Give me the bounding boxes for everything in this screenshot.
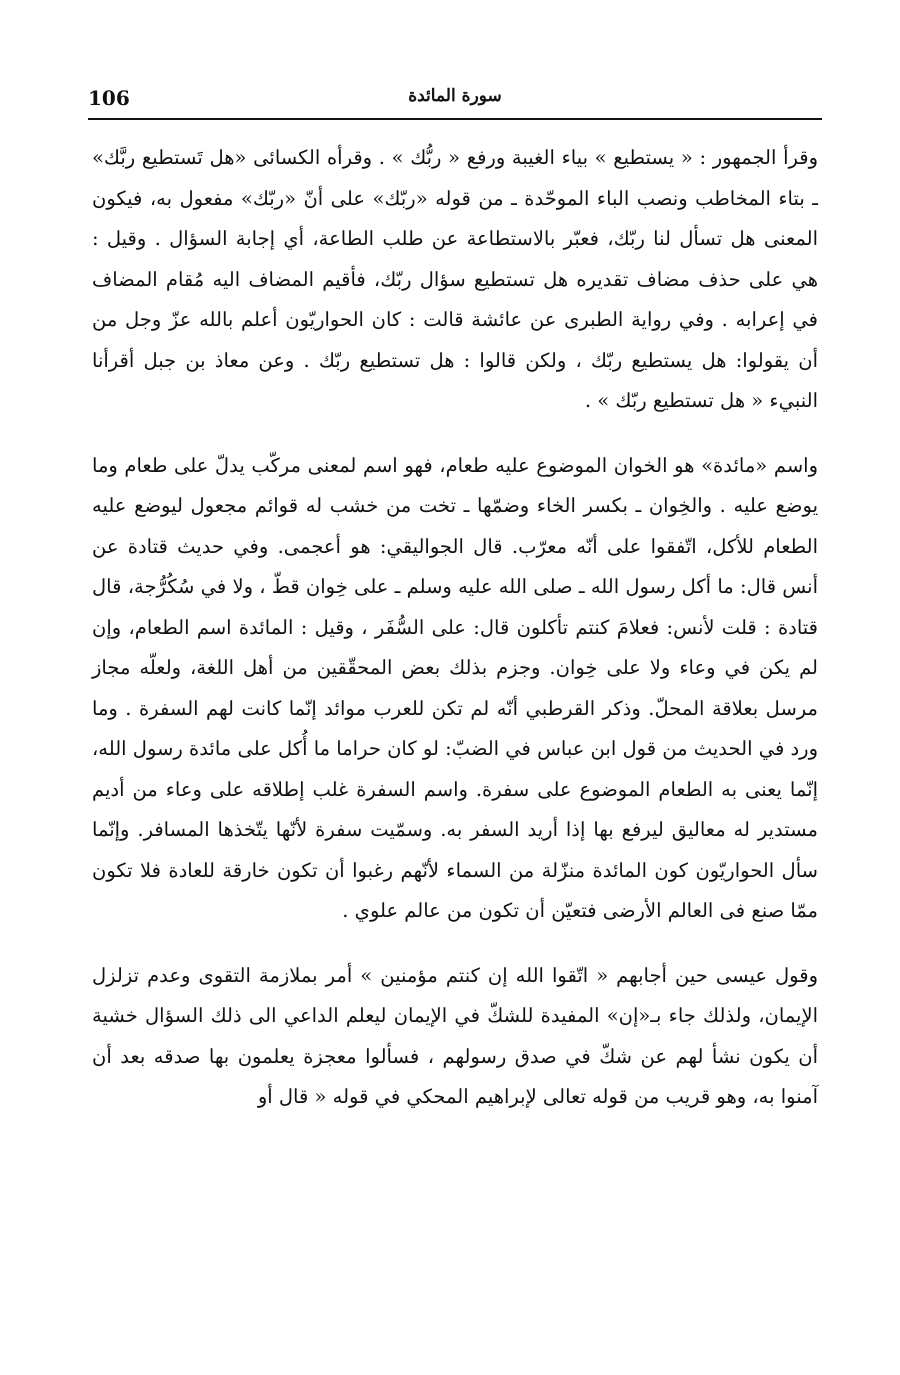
page-header [88,82,822,122]
body-text [92,138,818,1118]
header-rule [88,118,822,120]
running-title: سورة المائدة [408,86,502,106]
paragraph-reading-variants: وقرأ الجمهور : « يستطيع » بياء الغيبة ورفع « ربُّك » . وقرأه الكسائى «هل تَستطيع ربَّك» ـ بتاء المخاطب ونصب الباء الموحّدة ـ من قوله «ربّك» على أنّ «ربّك» مفعول به، فيكون المعنى هل تسأل لنا ربّك، فعبّر بالاستطاعة عن طلب الطاعة، أي إجابة السؤال . وقيل : هي على حذف مضاف تقديره هل تستطيع سؤال ربّك، فأقيم المضاف اليه مُقام المضاف في إعرابه . وفي رواية الطبرى عن عائشة قالت : كان الحواريّون أعلم بالله عزّ وجل من أن يقولوا: هل يستطيع ربّك ، ولكن قالوا : هل تستطيع ربّك . وعن معاذ بن جبل أقرأنا النبيء « هل تستطيع ربّك » . [92,146,818,412]
paragraph-isa-reply: وقول عيسى حين أجابهم « اتّقوا الله إن كنتم مؤمنين » أمر بملازمة التقوى وعدم تزلزل الإيمان، ولذلك جاء بـ«إن» المفيدة للشكّ في الإيمان ليعلم الداعي الى ذلك السؤال خشية أن يكون نشأ لهم عن شكّ في صدق رسولهم ، فسألوا معجزة يعلمون بها صدقه بعد أن آمنوا به، وهو قريب من قوله تعالى لإبراهيم المحكي في قوله « قال أو [92,963,818,1108]
paragraph-maidah-meaning: واسم «مائدة» هو الخوان الموضوع عليه طعام، فهو اسم لمعنى مركّب يدلّ على طعام وما يوضع عليه . والخِوان ـ بكسر الخاء وضمّها ـ تخت من خشب له قوائم مجعول ليوضع عليه الطعام للأكل، اتّفقوا على أنّه معرّب. قال الجواليقي: هو أعجمى. وفي حديث قتادة عن أنس قال: ما أكل رسول الله ـ صلى الله عليه وسلم ـ على خِوان قطّ ، ولا في سُكُرُّجة، قال قتادة : قلت لأنس: فعلامَ كنتم تأكلون قال: على السُّفَر ، وقيل : المائدة اسم الطعام، وإن لم يكن في وعاء ولا على خِوان. وجزم بذلك بعض المحقّقين من أهل اللغة، ولعلّه مجاز مرسل بعلاقة المحلّ. وذكر القرطبي أنّه لم تكن للعرب موائد إنّما كانت لهم السفرة . وما ورد في الحديث من قول ابن عباس في الضبّ: لو كان حراما ما أُكل على مائدة رسول الله، إنّما يعنى به الطعام الموضوع على سفرة. واسم السفرة غلب إطلاقه على وعاء من أديم مستدير له معاليق ليرفع بها إذا أريد السفر به. وسمّيت سفرة لأنّها يتّخذها المسافر. وإنّما سأل الحواريّون كون المائدة منزّلة من السماء لأنّهم رغبوا أن تكون خارقة للعادة فلا تكون ممّا صنع فى العالم الأرضى فتعيّن أن تكون من عالم علوي . [92,453,818,922]
page-number: 106 [88,86,130,110]
